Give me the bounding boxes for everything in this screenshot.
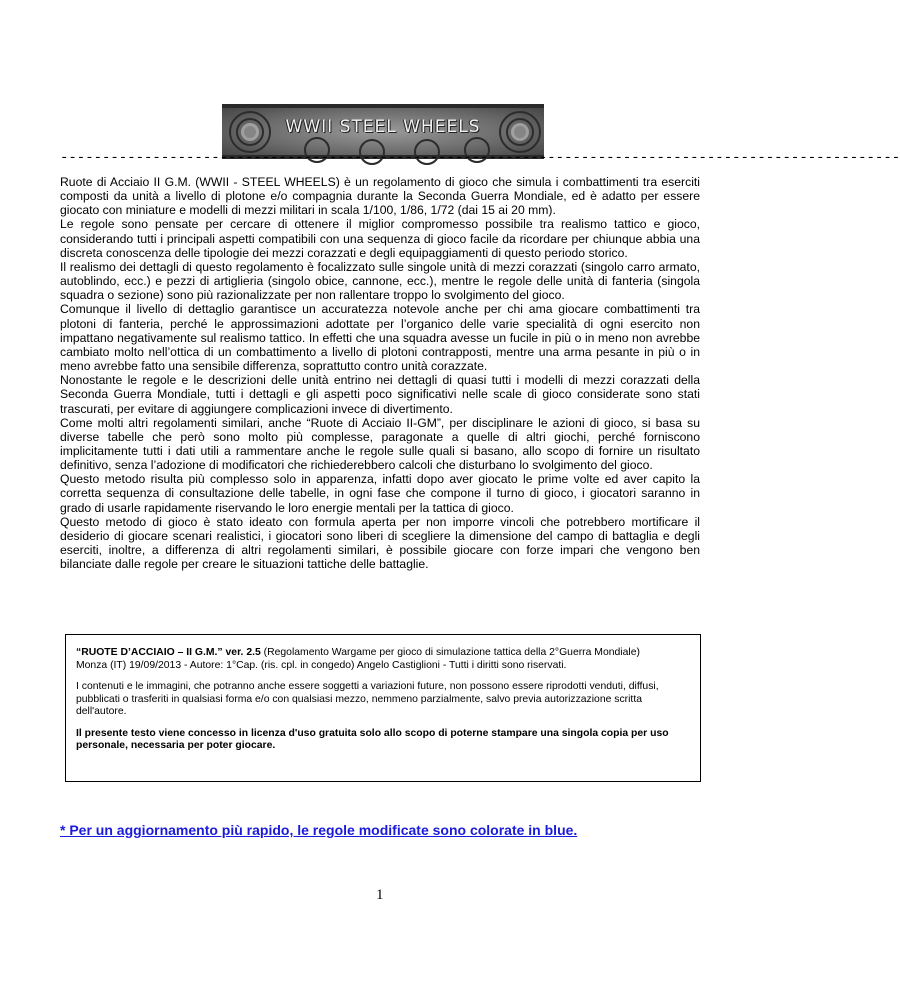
paragraph: Come molti altri regolamenti similari, anche “Ruote di Acciaio II-GM”, per disciplinare le azioni di gioco, si basa su diverse tabelle che però sono molto più complesse, paragonate a quelle di altri giochi, perché forniscono implicitamente tutti i dati utili a rammentare anche le regole sulle quali si basano, allo scopo di fornire un risultato definitivo, senza l’adozione di modificatori che richiederebbero calcoli che disturbano lo svolgimento del gioco. (60, 415, 700, 473)
copyright-notice-box (65, 634, 701, 782)
page-number: 1 (376, 887, 384, 903)
paragraph: Le regole sono pensate per cercare di ottenere il miglior compromesso possibile tra realismo tattico e gioco, considerando tutti i principali aspetti compatibili con una sequenza di gioco facile da ricordare per chiunque abbia una discreta conoscenza delle tipologie dei mezzi corazzati e degli equipaggiamenti di questo periodo storico. (60, 217, 700, 260)
paragraph: Questo metodo di gioco è stato ideato con formula aperta per non imporre vincoli che potrebbero mortificare il desiderio di giocare scenari realistici, i giocatori sono liberi di scegliere la dimensione del campo di battaglia e degli eserciti, inoltre, a differenza di altri regolamenti similari, è possibile giocare con forze impari che vengono ben bilanciate dalle regole per creare le situazioni tattiche delle battaglie. (60, 514, 700, 572)
update-note: * Per un aggiornamento più rapido, le regole modificate sono colorate in blue. (60, 822, 578, 838)
separator-line: ---------------------------------------------------------------------------------------------------- (60, 150, 900, 166)
intro-text (60, 175, 700, 571)
paragraph: Nonostante le regole e le descrizioni delle unità entrino nei dettagli di quasi tutti i modelli di mezzi corazzati della Seconda Guerra Mondiale, tutti i dettagli e gli aspetti poco significativi nelle scale di gioco considerate sono stati trascurati, per evitare di aggiungere complicazioni invece di divertimento. (60, 373, 700, 416)
notice-license: Il presente testo viene concesso in licenza d'uso gratuita solo allo scopo di poterne stampare una singola copia per uso personale, necessaria per poter giocare. (76, 727, 669, 751)
paragraph: Il realismo dei dettagli di questo regolamento è focalizzato sulle singole unità di mezzi corazzati (singolo carro armato, autoblindo, ecc.) e pezzi di artiglieria (singolo obice, cannone, ecc.), mentre le regole delle unità di fanteria (singola squadra o sezione) sono più razionalizzate per non rallentare troppo lo svolgimento del gioco. (60, 259, 700, 303)
notice-title-rest: (Regolamento Wargame per gioco di simulazione tattica della 2°Guerra Mondiale) (260, 647, 640, 658)
banner-title: WWII STEEL WHEELS (285, 117, 481, 137)
paragraph: Questo metodo risulta più complesso solo in apparenza, infatti dopo aver giocato le prime volte ed aver capito la corretta sequenza di consultazione delle tabelle, in ogni fase che compone il turno di gioco, i giocatori saranno in grado di usarle rapidamente riservando le loro energie mentali per la tattica di gioco. (60, 472, 700, 515)
paragraph: Ruote di Acciaio II G.M. (WWII - STEEL WHEELS) è un regolamento di gioco che simula i combattimenti tra eserciti composti da unità a livello di plotone e/o compagnia durante la Seconda Guerra Mondiale, ed è adatto per essere giocato con miniature e modelli di mezzi militari in scala 1/100, 1/86, 1/72 (dai 15 ai 20 mm). (60, 175, 700, 218)
notice-title (76, 647, 690, 672)
notice-credits: Monza (IT) 19/09/2013 - Autore: 1°Cap. (ris. cpl. in congedo) Angelo Castiglioni - Tutti i diritti sono riservati. (76, 659, 567, 671)
notice-rights: I contenuti e le immagini, che potranno anche essere soggetti a variazioni future, non possono essere riprodotti venduti, diffusi, pubblicati o trasferiti in qualsiasi forma e/o con qualsiasi mezzo, nemmeno parzialmente, salvo previa autorizzazione scritta dell'autore. (76, 681, 659, 717)
notice-title-bold: “RUOTE D’ACCIAIO – II G.M.” ver. 2.5 (76, 647, 261, 658)
paragraph: Comunque il livello di dettaglio garantisce un accuratezza notevole anche per chi ama giocare combattimenti tra plotoni di fanteria, perché le approssimazioni adottate per l’organico delle varie specialità di ogni esercito non impattano negativamente sul realismo tattico. In effetti che una squadra avesse un fucile in più o in meno non avrebbe cambiato molto nell’ottica di un combattimento a livello di plotoni contrapposti, mentre una arma pesante in più o in meno avrebbe fatto una sensibile differenza, soprattutto contro unità corazzate. (60, 302, 700, 374)
